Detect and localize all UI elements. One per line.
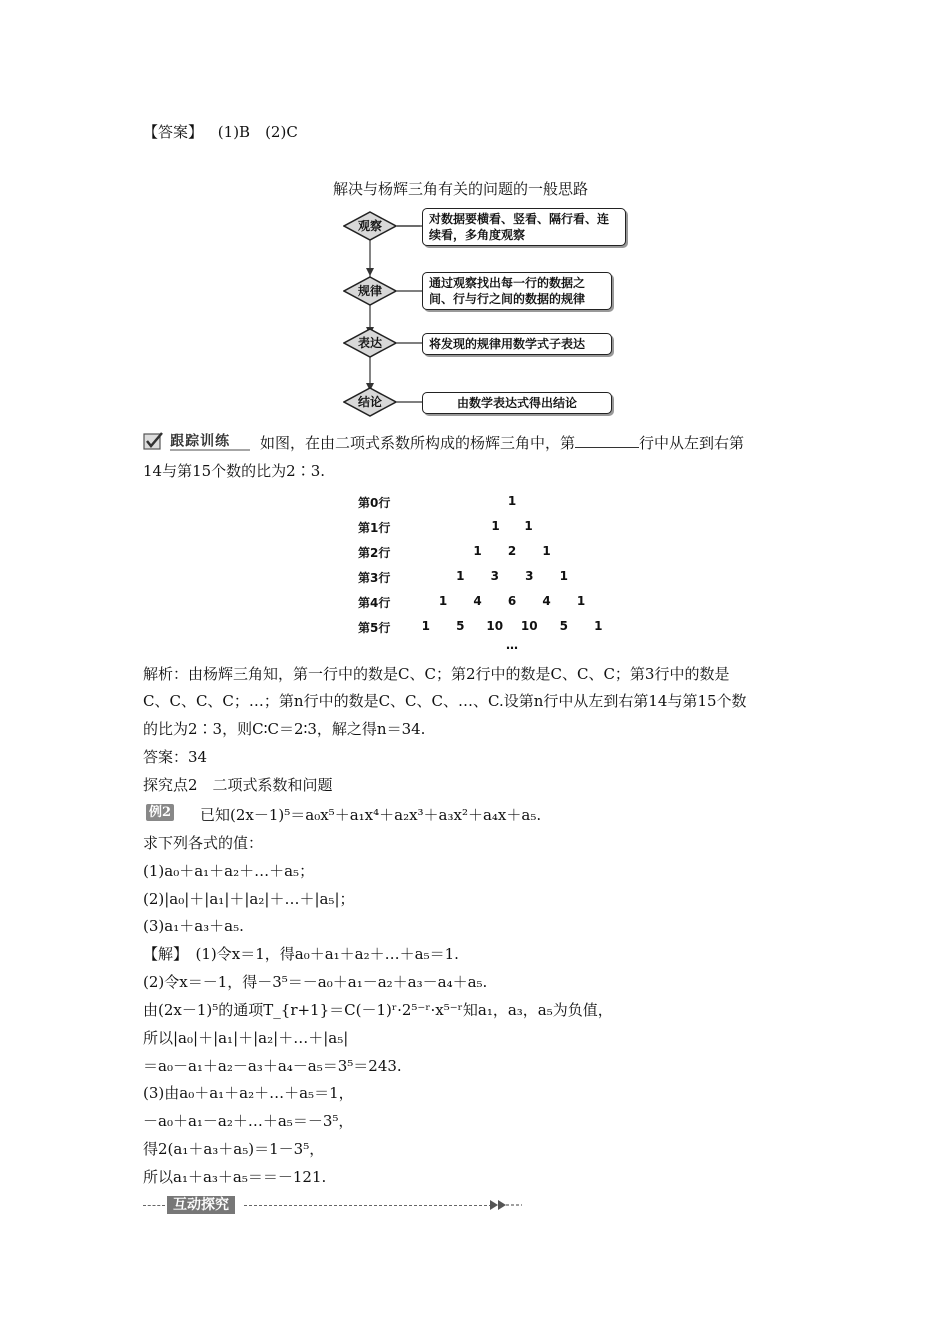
triangle-number: 1	[576, 594, 586, 608]
analysis-line-1: 解析：由杨辉三角知，第一行中的数是C、C；第2行中的数是C、C、C；第3行中的数是	[143, 665, 730, 683]
footer-tag: 互动探究	[167, 1196, 235, 1214]
triangle-number: 3	[525, 569, 534, 583]
tracking-underline	[170, 449, 250, 453]
example-q2: (2)|a₀|＋|a₁|＋|a₂|＋…＋|a₅|；	[143, 890, 355, 908]
triangle-row-label: 第3行	[358, 571, 391, 585]
analysis-answer: 答案：34	[143, 748, 208, 766]
analysis-line-3: 的比为2∶3，则C∶C＝2∶3，解之得n＝34.	[143, 720, 426, 738]
flow-step-express: 表达	[343, 328, 397, 358]
triangle-number: 10	[486, 619, 504, 633]
triangle-row-label: 第4行	[358, 596, 391, 610]
triangle-number: 1	[421, 619, 430, 633]
triangle-number: 1	[542, 544, 551, 558]
triangle-row-label: 第5行	[358, 621, 391, 635]
triangle-number: 4	[542, 594, 551, 608]
analysis-line-2: C、C、C、C；…；第n行中的数是C、C、C、…、C.设第n行中从左到右第14与第15个数	[143, 692, 747, 710]
solution-line-5: ＝a₀－a₁＋a₂－a₃＋a₄－a₅＝3⁵＝243.	[143, 1057, 402, 1075]
answer-label: 【答案】	[143, 123, 204, 141]
triangle-row-label: 第2行	[358, 546, 391, 560]
triangle-number: 1	[438, 594, 448, 608]
flow-step-conclude: 结论	[343, 387, 397, 417]
example-ask: 求下列各式的值：	[143, 834, 264, 852]
tracking-title: 跟踪训练	[170, 433, 231, 450]
triangle-number: 1	[456, 569, 465, 583]
answer-content: (1)B (2)C	[217, 123, 298, 141]
example-badge: 例2	[146, 804, 174, 821]
flow-box-observe: 对数据要横看、竖看、隔行看、连续看，多角度观察	[422, 208, 626, 246]
triangle-number: 1	[594, 619, 603, 633]
example-q1: (1)a₀＋a₁＋a₂＋…＋a₅；	[143, 862, 315, 880]
solution-line-6: (3)由a₀＋a₁＋a₂＋…＋a₅＝1，	[143, 1084, 354, 1102]
example-q3: (3)a₁＋a₃＋a₅.	[143, 917, 244, 935]
solution-line-3: 由(2x－1)⁵的通项T_{r+1}＝C(－1)ʳ·2⁵⁻ʳ·x⁵⁻ʳ知a₁，a₃，a₅为负值，	[143, 1001, 613, 1019]
tracking-line-1: 如图，在由二项式系数所构成的杨辉三角中，第 行中从左到右第	[260, 434, 745, 452]
flow-step-observe: 观察	[343, 211, 397, 241]
flow-box-conclude: 由数学表达式得出结论	[422, 392, 612, 414]
solution-line-9: 所以a₁＋a₃＋a₅＝＝－121.	[143, 1168, 327, 1186]
solution-line-1: 【解】 (1)令x＝1，得a₀＋a₁＋a₂＋…＋a₅＝1.	[143, 945, 459, 963]
triangle-row-label: 第0行	[358, 496, 391, 510]
triangle-number: 5	[456, 619, 465, 633]
triangle-number: 6	[507, 594, 517, 608]
solution-line-8: 得2(a₁＋a₃＋a₅)＝1－3⁵，	[143, 1140, 325, 1158]
triangle-number: 1	[491, 519, 500, 533]
example-statement: 已知(2x－1)⁵＝a₀x⁵＋a₁x⁴＋a₂x³＋a₃x²＋a₄x＋a₅.	[200, 806, 542, 824]
footer-dash-right	[244, 1205, 492, 1206]
flow-box-express: 将发现的规律用数学式子表达	[422, 333, 612, 355]
triangle-ellipsis: …	[506, 638, 518, 652]
triangle-number: 1	[473, 544, 482, 558]
triangle-number: 1	[559, 569, 568, 583]
answer-blank[interactable]	[575, 433, 639, 448]
flow-step-rule: 规律	[343, 276, 397, 306]
solution-line-7: －a₀＋a₁－a₂＋…＋a₅＝－3⁵，	[143, 1112, 354, 1130]
check-icon	[143, 431, 165, 451]
triangle-number: 5	[559, 619, 568, 633]
triangle-number: 1	[507, 494, 517, 508]
solution-line-4: 所以|a₀|＋|a₁|＋|a₂|＋…＋|a₅|	[143, 1029, 349, 1047]
triangle-number: 10	[520, 619, 538, 633]
answer-line	[143, 122, 298, 142]
triangle-number: 3	[490, 569, 499, 583]
section-heading: 探究点2 二项式系数和问题	[143, 776, 333, 794]
footer-dash-left	[143, 1205, 165, 1206]
triangle-number: 2	[507, 544, 517, 558]
solution-line-2: (2)令x＝－1，得－3⁵＝－a₀＋a₁－a₂＋a₃－a₄＋a₅.	[143, 973, 488, 991]
flow-box-rule: 通过观察找出每一行的数据之间、行与行之间的数据的规律	[422, 272, 612, 310]
tracking-header	[143, 430, 230, 451]
tracking-line-2: 14与第15个数的比为2∶3.	[143, 462, 326, 480]
arrow-right-icon	[490, 1199, 524, 1211]
triangle-number: 1	[524, 519, 533, 533]
triangle-row-label: 第1行	[358, 521, 391, 535]
flowchart-title: 解决与杨辉三角有关的问题的一般思路	[333, 180, 589, 198]
triangle-number: 4	[473, 594, 482, 608]
